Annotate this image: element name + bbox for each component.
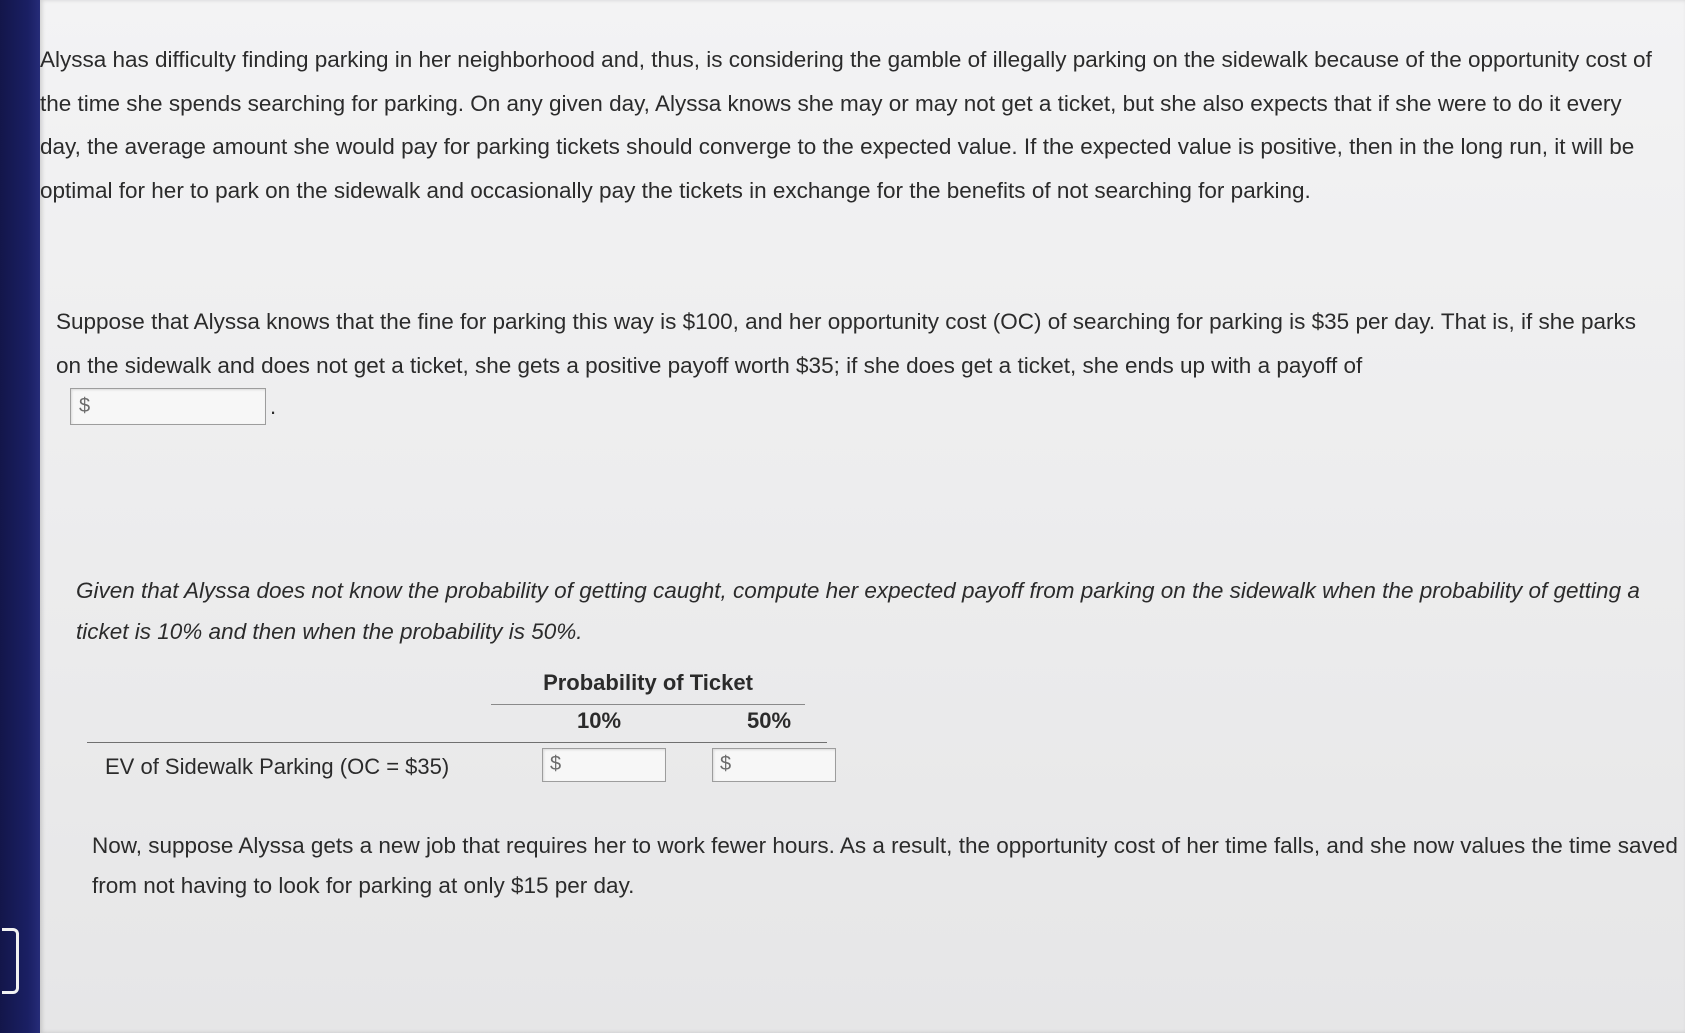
dollar-prefix: $ bbox=[79, 395, 91, 417]
bezel-bracket-mark bbox=[2, 928, 19, 994]
intro-paragraph: Alyssa has difficulty finding parking in her neighborhood and, thus, is considering the gamble of illegally parking on the sidewalk because of the opportunity cost of the time she spends searching for parking. On any given day, Alyssa knows she may or may not get a ticket, but she also expects that if she were to do it every day, the average amount she would pay for parking tickets should converge to the expected value. If the expected value is positive, then in the long run, it will be optimal for her to park on the sidewalk and occasionally pay the tickets in exchange for the benefits of not searching for parking. bbox=[40, 47, 1652, 203]
screen-bezel bbox=[0, 0, 40, 1033]
ev-table bbox=[87, 668, 827, 788]
column-header-50: 50% bbox=[746, 708, 792, 733]
ev-input-50-percent[interactable] bbox=[712, 748, 836, 782]
table-divider bbox=[87, 742, 827, 743]
question-page bbox=[40, 0, 1685, 1033]
table-row-label: EV of Sidewalk Parking (OC = $35) bbox=[105, 754, 450, 779]
followup-paragraph: Now, suppose Alyssa gets a new job that requires her to work fewer hours. As a result, the opportunity cost of her time falls, and she now values the time saved from not having to look for parking at only $15 per day. bbox=[92, 833, 1678, 898]
sentence-period: . bbox=[270, 393, 277, 419]
payoff-input[interactable] bbox=[70, 388, 266, 425]
question-paragraph: Given that Alyssa does not know the probability of getting caught, compute her expected payoff from parking on the sidewalk when the probability of getting a ticket is 10% and then when the probability is 50%. bbox=[76, 578, 1640, 644]
dollar-prefix: $ bbox=[550, 753, 562, 775]
table-group-header: Probability of Ticket bbox=[491, 668, 805, 705]
ev-input-10-percent[interactable] bbox=[542, 748, 666, 782]
payoff-answer-row bbox=[70, 388, 276, 425]
scenario-paragraph: Suppose that Alyssa knows that the fine for parking this way is $100, and her opportunity cost (OC) of searching for parking is $35 per day. That is, if she parks on the sidewalk and does not get a ticket, she gets a positive payoff worth $35; if she does get a ticket, she ends up with a payoff of bbox=[56, 309, 1636, 378]
column-header-10: 10% bbox=[576, 708, 622, 733]
dollar-prefix: $ bbox=[720, 753, 732, 775]
